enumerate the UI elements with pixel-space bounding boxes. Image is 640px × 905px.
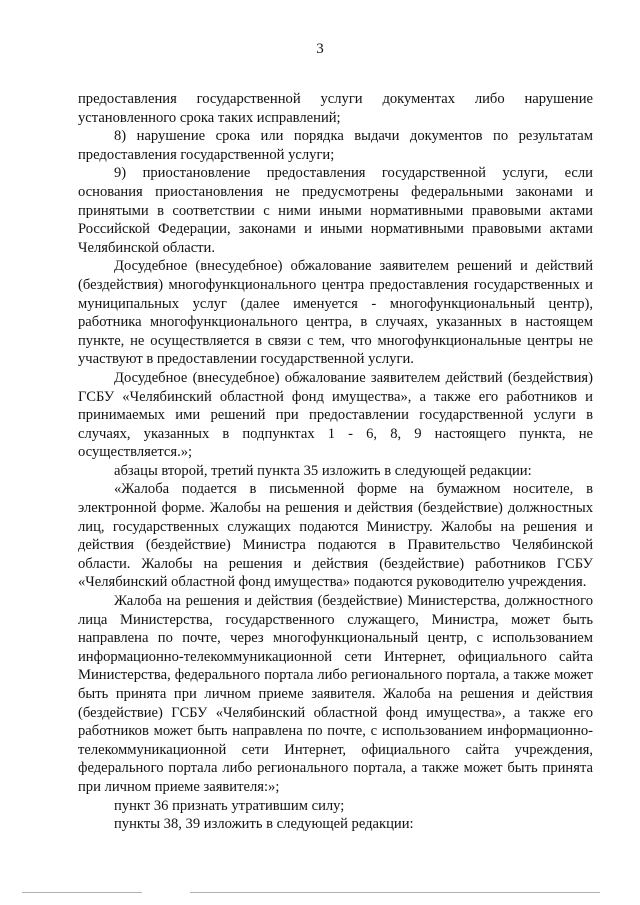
paragraph: пункты 38, 39 изложить в следующей редакции: <box>114 816 414 833</box>
paragraph: абзацы второй, третий пункта 35 изложить в следующей редакции: <box>114 462 532 479</box>
paragraph: Досудебное (внесудебное) обжалование заявителем действий (бездействия) ГСБУ «Челябинский областной фонд имущества», а также его работников и принимаемых ими решений при предоставлении государственной услуги в случаях, указанных в подпунктах 1 - 6, 8, 9 настоящего пункта, не осуществляется.»; <box>78 369 593 461</box>
paragraph: предоставления государственной услуги документах либо нарушение установленного срока таких исправлений; <box>78 91 593 126</box>
document-body <box>78 90 593 834</box>
paragraph: 8) нарушение срока или порядка выдачи документов по результатам предоставления государственной услуги; <box>78 128 593 163</box>
paragraph: Досудебное (внесудебное) обжалование заявителем решений и действий (бездействия) многофункционального центра предоставления государственных и муниципальных услуг (далее именуется - многофункциональный центр), работника многофункционального центра, в случаях, указанных в настоящем пункте, не осуществляется в связи с тем, что многофункциональные центры не участвуют в предоставлении государственной услуги. <box>78 258 593 368</box>
paragraph: Жалоба на решения и действия (бездействие) Министерства, должностного лица Министерства, государственного служащего, Министра, может быть направлена по почте, через многофункциональный центр, с использованием информационно-телекоммуникационной сети Интернет, официального сайта Министерства, федерального портала либо регионального портала, а также может быть принята при личном приеме заявителя. Жалоба на решения и действия (бездействие) ГСБУ «Челябинский областной фонд имущества», а также его работников может быть направлена по почте, с использованием информационно-телекоммуникационной сети Интернет, официального сайта учреждения, федерального портала либо регионального портала, а также может быть принята при личном приеме заявителя:»; <box>78 593 593 795</box>
scan-edge-line <box>190 892 600 893</box>
scan-edge-line <box>22 892 142 893</box>
paragraph: «Жалоба подается в письменной форме на бумажном носителе, в электронной форме. Жалобы на решения и действия (бездействие) должностных лиц, государственных служащих подаются Министру. Жалобы на решения и действия (бездействие) Министра подаются в Правительство Челябинской области. Жалобы на решения и действия (бездействие) работников ГСБУ «Челябинский областной фонд имущества» подаются руководителю учреждения. <box>78 481 593 591</box>
paragraph: 9) приостановление предоставления государственной услуги, если основания приостановления не предусмотрены федеральными законами и принятыми в соответствии с ними иными нормативными правовыми актами Российской Федерации, законами и иными нормативными правовыми актами Челябинской области. <box>78 165 593 256</box>
paragraph: пункт 36 признать утратившим силу; <box>114 797 345 814</box>
page-number: 3 <box>316 41 324 57</box>
